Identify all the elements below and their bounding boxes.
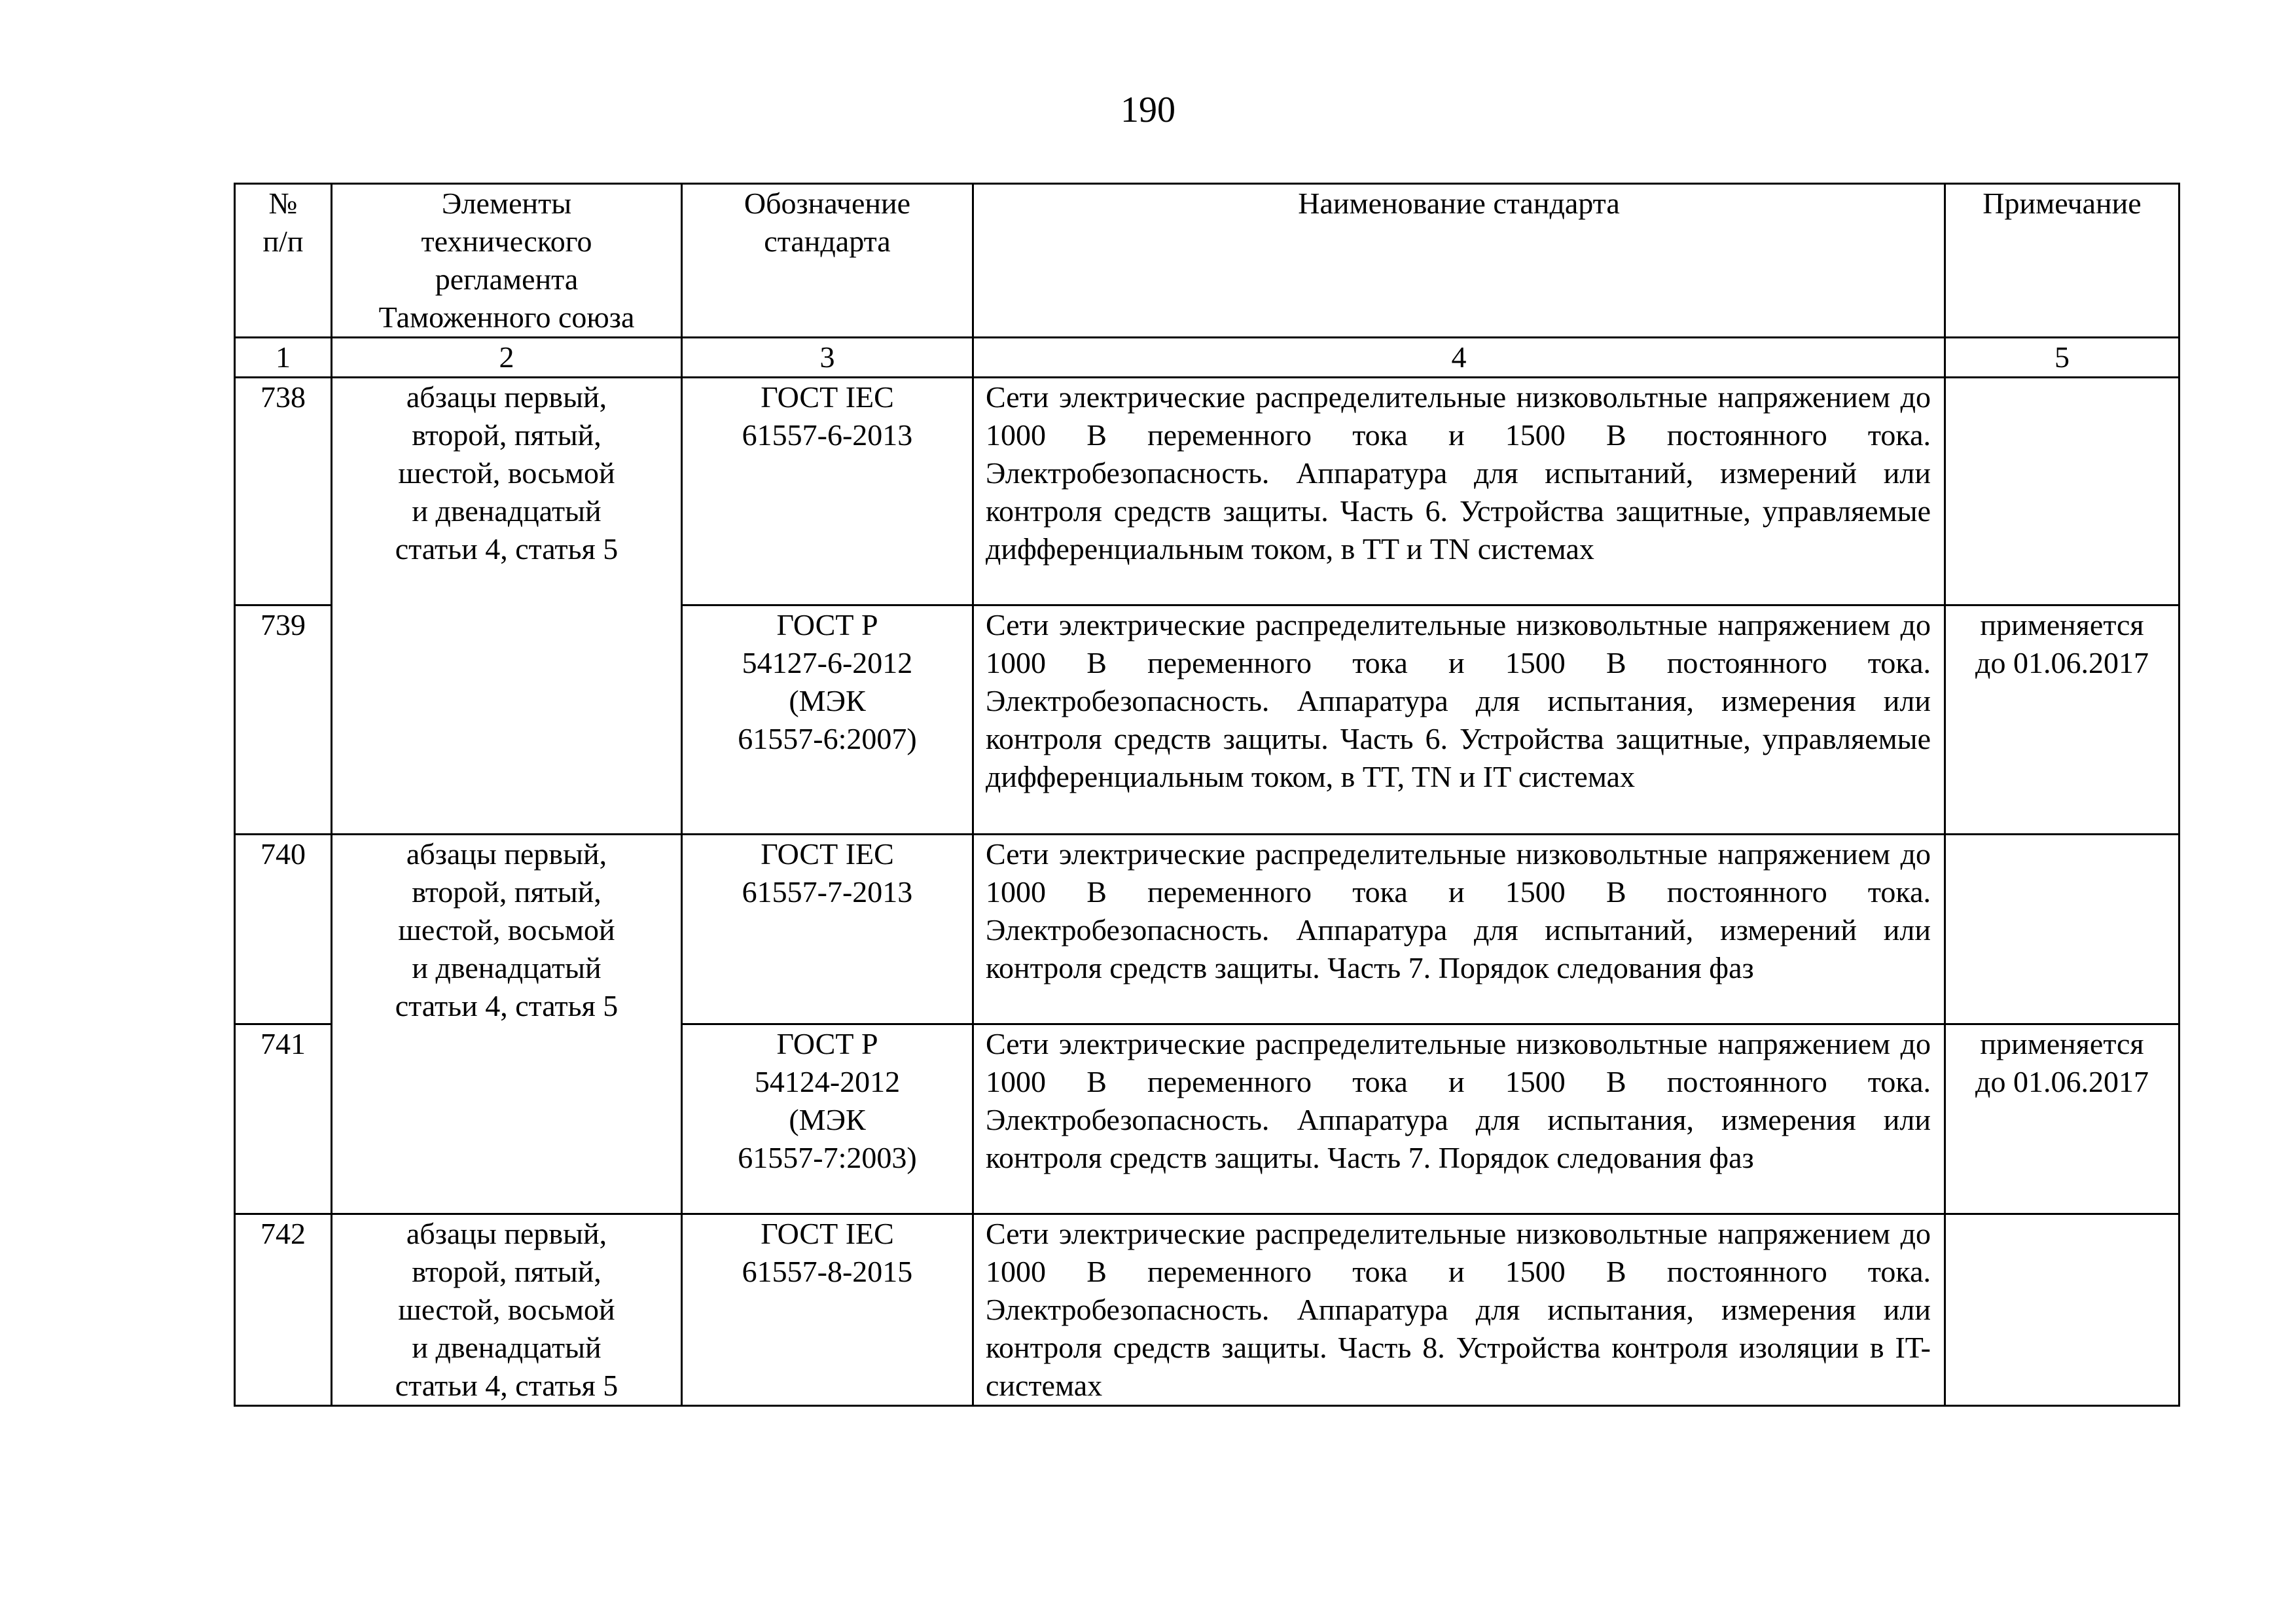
row-elements: абзацы первый, второй, пятый, шестой, восьмой и двенадцатый статьи 4, статья 5: [332, 835, 682, 1214]
row-standard-name: Сети электрические распределительные низковольтные напряжением до 1000 В переменного тока и 1500 В постоянного тока. Электробезопасность. Аппаратура для испытаний, измерений или контроля средств защиты. Часть 6. Устройства защитные, управляемые дифференциальным током, в TT и TN системах: [973, 378, 1945, 605]
row-note: [1945, 378, 2179, 605]
row-standard-name: Сети электрические распределительные низковольтные напряжением до 1000 В переменного тока и 1500 В постоянного тока. Электробезопасность. Аппаратура для испытаний, измерений или контроля средств защиты. Часть 7. Порядок следования фаз: [973, 835, 1945, 1024]
header-cell-name: Наименование стандарта: [973, 184, 1945, 338]
header-cell-elements: Элементы технического регламента Таможенного союза: [332, 184, 682, 338]
row-elements: абзацы первый, второй, пятый, шестой, восьмой и двенадцатый статьи 4, статья 5: [332, 378, 682, 835]
row-note: применяется до 01.06.2017: [1945, 1024, 2179, 1214]
row-number: 741: [235, 1024, 332, 1214]
table-header-row: [235, 184, 2179, 338]
header-cell-designation: Обозначение стандарта: [682, 184, 973, 338]
row-note: [1945, 1214, 2179, 1406]
row-number: 739: [235, 605, 332, 835]
header-cell-note: Примечание: [1945, 184, 2179, 338]
row-designation: ГОСТ IEC 61557-7-2013: [682, 835, 973, 1024]
row-designation: ГОСТ Р 54127-6-2012 (МЭК 61557-6:2007): [682, 605, 973, 835]
column-number-row: [235, 338, 2179, 378]
row-number: 740: [235, 835, 332, 1024]
row-standard-name: Сети электрические распределительные низковольтные напряжением до 1000 В переменного тока и 1500 В постоянного тока. Электробезопасность. Аппаратура для испытания, измерения или контроля средств защиты. Часть 7. Порядок следования фаз: [973, 1024, 1945, 1214]
row-note: [1945, 835, 2179, 1024]
row-standard-name: Сети электрические распределительные низковольтные напряжением до 1000 В переменного тока и 1500 В постоянного тока. Электробезопасность. Аппаратура для испытания, измерения или контроля средств защиты. Часть 8. Устройства контроля изоляции в IT-системах: [973, 1214, 1945, 1406]
column-number: 3: [682, 338, 973, 378]
row-standard-name: Сети электрические распределительные низковольтные напряжением до 1000 В переменного тока и 1500 В постоянного тока. Электробезопасность. Аппаратура для испытания, измерения или контроля средств защиты. Часть 6. Устройства защитные, управляемые дифференциальным током, в TT, TN и IT системах: [973, 605, 1945, 835]
row-number: 738: [235, 378, 332, 605]
column-number: 1: [235, 338, 332, 378]
page-number: 190: [1121, 90, 1175, 130]
row-designation: ГОСТ IEC 61557-6-2013: [682, 378, 973, 605]
header-cell-number: № п/п: [235, 184, 332, 338]
row-designation: ГОСТ Р 54124-2012 (МЭК 61557-7:2003): [682, 1024, 973, 1214]
column-number: 4: [973, 338, 1945, 378]
standards-table: [234, 183, 2180, 1407]
column-number: 5: [1945, 338, 2179, 378]
table-row: [235, 835, 2179, 1024]
table-row: [235, 378, 2179, 605]
row-designation: ГОСТ IEC 61557-8-2015: [682, 1214, 973, 1406]
row-note: применяется до 01.06.2017: [1945, 605, 2179, 835]
row-elements: абзацы первый, второй, пятый, шестой, восьмой и двенадцатый статьи 4, статья 5: [332, 1214, 682, 1406]
row-number: 742: [235, 1214, 332, 1406]
column-number: 2: [332, 338, 682, 378]
table-row: [235, 1214, 2179, 1406]
